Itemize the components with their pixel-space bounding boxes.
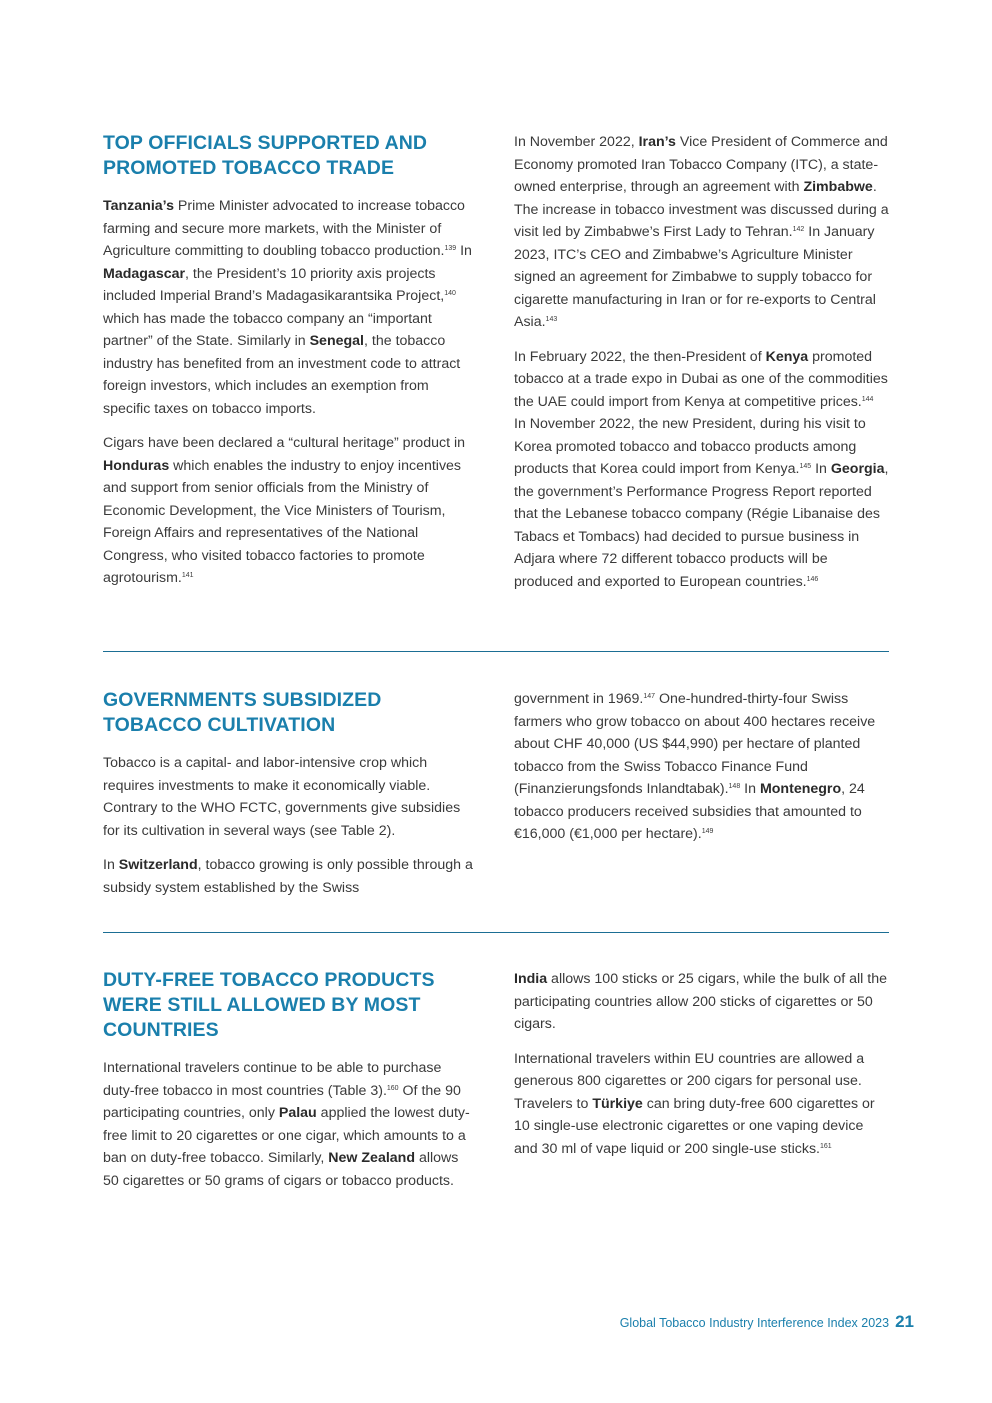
text-run: promoted tobacco at a trade expo in Dubai as one of the commodities the UAE could import from Kenya at competitive prices. [514,348,888,410]
paragraph [514,131,889,334]
text-run: Cigars have been declared a “cultural heritage” product in [103,435,465,451]
left-column [103,688,475,911]
text-run: Of the 90 participating countries, only [103,1082,461,1121]
left-column [103,131,475,602]
text-run: In [103,857,119,873]
text-run: In [811,461,831,477]
text-run: International travelers continue to be able to purchase duty-free tobacco in most countries (Table 3). [103,1060,442,1099]
footnote-ref: 140 [444,290,456,297]
country-name: Senegal [309,333,365,349]
paragraph [103,1057,475,1192]
footnote-ref: 142 [792,226,805,233]
country-name: Türkiye [592,1095,643,1112]
footnote-ref: 146 [806,575,819,583]
footnote-ref: 149 [701,828,714,835]
country-name: Iran’s [638,134,676,150]
country-name: Madagascar [103,265,186,282]
paragraph [514,688,889,846]
section-top-officials [103,131,889,631]
section-heading: DUTY-FREE TOBACCO PRODUCTS WERE STILL ALLOWED BY MOST COUNTRIES [103,969,435,1041]
footnote-ref: 148 [728,783,741,790]
country-name: New Zealand [328,1150,416,1166]
footnote-ref: 143 [545,316,558,323]
paragraph [514,346,889,594]
text-run: Prime Minister advocated to increase tobacco farming and secure more markets, with the Minister of Agriculture committing to doubling tobacco production. [103,198,465,259]
section-heading: TOP OFFICIALS SUPPORTED AND PROMOTED TOBACCO TRADE [103,132,428,179]
text-run: government in 1969. [514,691,644,707]
text-run: One-hundred-thirty-four Swiss farmers who grow tobacco on about 400 hectares receive about CHF 40,000 (US $44,990) per hectare of planted tobacco from the Swiss Tobacco Finance Fund (Finanzierungsfonds Inlandtabak). [514,691,876,797]
country-name: Kenya [765,348,809,365]
section-divider [103,932,889,933]
country-name: Zimbabwe [803,179,873,195]
country-name: Georgia [830,461,885,477]
footnote-ref: 145 [799,463,812,470]
paragraph [103,195,475,420]
text-run: applied the lowest duty-free limit to 20 cigarettes or one cigar, which amounts to a ban on duty-free tobacco. Similarly, [103,1105,470,1166]
footnote-ref: 161 [820,1142,832,1150]
paragraph [514,1048,889,1161]
text-run: can bring duty-free 600 cigarettes or 10 single-use electronic cigarettes or one vaping device and 30 ml of vape liquid or 200 single-use sticks. [514,1095,875,1157]
left-column [103,968,475,1204]
text-run: , 24 tobacco producers received subsidies that amounted to €16,000 (€1,000 per hectare). [514,781,865,842]
text-run: In January 2023, ITC’s CEO and Zimbabwe’s Agriculture Minister signed an agreement for Zimbabwe to supply tobacco for cigarette manufacturing in Iran or for re-exports to Central Asia. [514,224,876,330]
country-name: India [514,971,548,987]
country-name: Honduras [103,457,170,474]
country-name: Tanzania’s [103,198,174,214]
text-run: , the tobacco industry has benefited from an investment code to attract foreign investors, which includes an exemption from specific taxes on tobacco imports. [103,333,461,417]
text-run: International travelers within EU countries are allowed a generous 800 cigarettes or 200 cigars for personal use. Travelers to [514,1050,865,1112]
section-heading: GOVERNMENTS SUBSIDIZED TOBACCO CULTIVATION [103,689,382,736]
section-divider [103,651,889,652]
paragraph [103,752,475,842]
footnote-ref: 144 [861,395,874,403]
text-run: , the government’s Performance Progress Report reported that the Lebanese tobacco company (Régie Libanaise des Tabacs et Tombacs) had decided to pursue business in Adjara where 72 different tobacco products will be produced and exported to European countries. [514,461,889,590]
page-footer [620,1312,914,1332]
footnote-ref: 141 [181,572,194,579]
paragraph [514,968,889,1036]
country-name: Switzerland [118,857,198,873]
text-run: . The increase in tobacco investment was discussed during a visit led by Zimbabwe’s First Lady to Tehran. [514,179,889,240]
text-run: Tobacco is a capital- and labor-intensive crop which requires investments to make it economically viable. Contrary to the WHO FCTC, governments give subsidies for its cultivation in several ways (see Table 2). [103,755,461,839]
footer-title: Global Tobacco Industry Interference Index 2023 [619,1316,890,1330]
right-column [514,968,889,1172]
footnote-ref: 139 [444,245,457,252]
text-run: In November 2022, the new President, during his visit to Korea promoted tobacco and tobacco products among products that Korea could import from Kenya. [514,416,866,477]
text-run: which has made the tobacco company an “important partner” of the State. Similarly in [103,310,432,349]
text-run: Vice President of Commerce and Economy promoted Iran Tobacco Company (ITC), a state-owned enterprise, through an agreement with [514,134,888,195]
paragraph [103,432,475,590]
text-run: , the President’s 10 priority axis projects included Imperial Brand’s Madagasikarantsika Project, [103,265,445,304]
right-column [514,688,889,858]
page-number: 21 [895,1312,914,1331]
text-run: allows 100 sticks or 25 cigars, while the bulk of all the participating countries allow 200 sticks of cigarettes or 50 cigars. [514,971,887,1032]
section-duty-free [103,968,889,1228]
text-run: In February 2022, the then-President of [514,348,766,365]
right-column [514,131,889,605]
text-run: In [740,781,760,797]
country-name: Montenegro [759,781,842,797]
paragraph [103,854,475,899]
text-run: , tobacco growing is only possible through a subsidy system established by the Swiss [103,857,473,896]
footnote-ref: 160 [386,1084,399,1092]
country-name: Palau [278,1105,317,1121]
section-subsidies [103,688,889,908]
text-run: allows 50 cigarettes or 50 grams of cigars or tobacco products. [103,1150,459,1189]
text-run: In [456,243,472,259]
text-run: In November 2022, [514,134,639,150]
footnote-ref: 147 [643,693,656,700]
text-run: which enables the industry to enjoy incentives and support from senior officials from the Ministry of Economic Development, the Vice Ministers of Tourism, Foreign Affairs and representatives of the National Congress, who visited tobacco factories to promote agrotourism. [103,457,462,586]
